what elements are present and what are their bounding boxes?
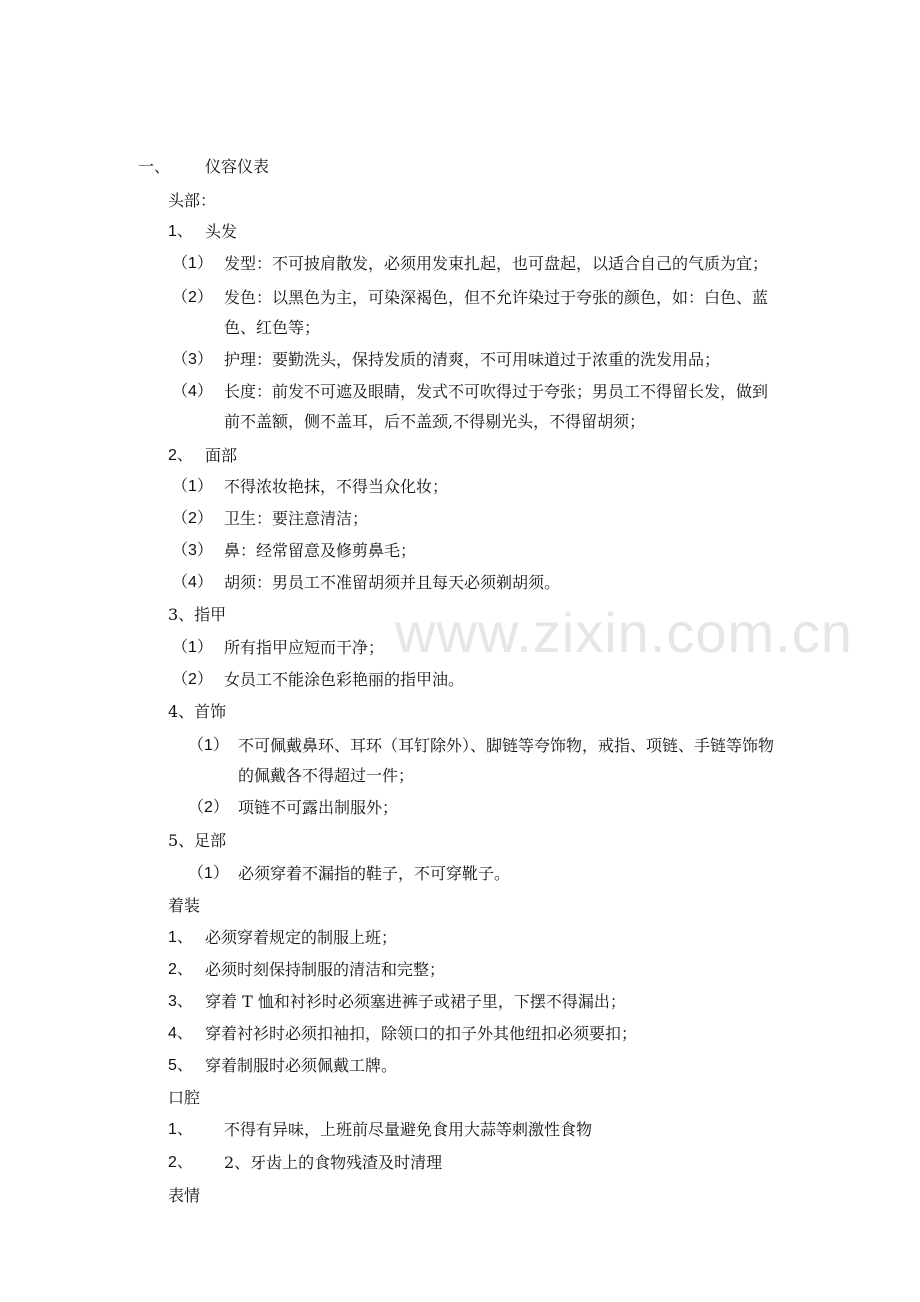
subsection-heading-mouth: 口腔 [168,1088,201,1107]
list-item-number: 1、 [168,1121,193,1138]
list-item-number: （1） [188,865,229,882]
list-item-text: 发型：不可披肩散发，必须用发束扎起，也可盘起，以适合自己的气质为宜； [224,254,769,273]
list-item-text: 女员工不能涂色彩艳丽的指甲油。 [224,670,465,689]
item-heading-nails: 3、指甲 [168,605,227,624]
list-item-number: （1） [188,737,229,754]
list-item-number: （4） [172,383,213,400]
list-item-text: 发色：以黑色为主，可染深褐色，但不允许染过于夸张的颜色，如：白色、蓝 [224,288,769,307]
list-item-number: 4、 [168,1025,193,1042]
list-item-text: 不得有异味，上班前尽量避免食用大蒜等刺激性食物 [224,1120,593,1139]
list-item-text: 不得浓妆艳抹，不得当众化妆； [224,477,449,496]
list-item-number: （4） [172,574,213,591]
list-item-number: （1） [172,255,213,272]
list-item-number: 3、 [168,993,193,1010]
list-item-text: 穿着制服时必须佩戴工牌。 [205,1056,398,1075]
list-item-number: 2、 [168,961,193,978]
list-item-number: （2） [172,510,213,527]
list-item-number: （1） [172,478,213,495]
subsection-heading-dress: 着装 [168,896,201,915]
list-item-number: （1） [172,639,213,656]
item-number-face: 2、 [168,447,193,464]
list-item-number: （2） [188,799,229,816]
section-title: 仪容仪表 [205,157,270,176]
list-item-number: 5、 [168,1057,193,1074]
list-item-text: 项链不可露出制服外； [238,798,399,817]
list-item-text-continued: 前不盖额，侧不盖耳，后不盖颈,不得剔光头，不得留胡须； [224,412,646,431]
section-number: 一、 [138,157,171,176]
watermark-text: www.zixin.com.cn [395,601,853,664]
list-item-number: （2） [172,289,213,306]
list-item-text: 2、牙齿上的食物残渣及时清理 [224,1153,443,1172]
list-item-text: 长度：前发不可遮及眼睛，发式不可吹得过于夸张；男员工不得留长发，做到 [224,382,769,401]
list-item-text-continued: 色、红色等； [224,318,321,337]
list-item-number: （3） [172,542,213,559]
list-item-text: 穿着 T 恤和衬衫时必须塞进裤子或裙子里，下摆不得漏出； [205,992,626,1011]
list-item-number: 1、 [168,929,193,946]
item-heading-jewelry: 4、首饰 [168,702,227,721]
item-heading-feet: 5、足部 [168,831,227,850]
list-item-text: 卫生：要注意清洁； [224,509,369,528]
list-item-text: 胡须：男员工不准留胡须并且每天必须剃胡须。 [224,573,561,592]
list-item-text: 鼻：经常留意及修剪鼻毛； [224,541,417,560]
list-item-number: 2、 [168,1154,193,1171]
list-item-number: （3） [172,351,213,368]
list-item-text: 必须穿着规定的制服上班； [205,928,398,947]
list-item-number: （2） [172,671,213,688]
list-item-text: 不可佩戴鼻环、耳环（耳钉除外）、脚链等夸饰物，戒指、项链、手链等饰物 [238,736,775,755]
subsection-heading-expression: 表情 [168,1186,201,1205]
item-heading-hair: 头发 [205,222,238,241]
list-item-text: 护理：要勤洗头，保持发质的清爽，不可用味道过于浓重的洗发用品； [224,350,721,369]
list-item-text: 必须时刻保持制服的清洁和完整； [205,960,446,979]
subsection-heading-head: 头部： [168,191,217,210]
list-item-text-continued: 的佩戴各不得超过一件； [238,766,415,785]
list-item-text: 穿着衬衫时必须扣袖扣，除领口的扣子外其他纽扣必须要扣； [205,1024,638,1043]
item-number-hair: 1、 [168,223,193,240]
list-item-text: 所有指甲应短而干净； [224,638,385,657]
list-item-text: 必须穿着不漏指的鞋子，不可穿靴子。 [238,864,511,883]
item-heading-face: 面部 [205,446,238,465]
